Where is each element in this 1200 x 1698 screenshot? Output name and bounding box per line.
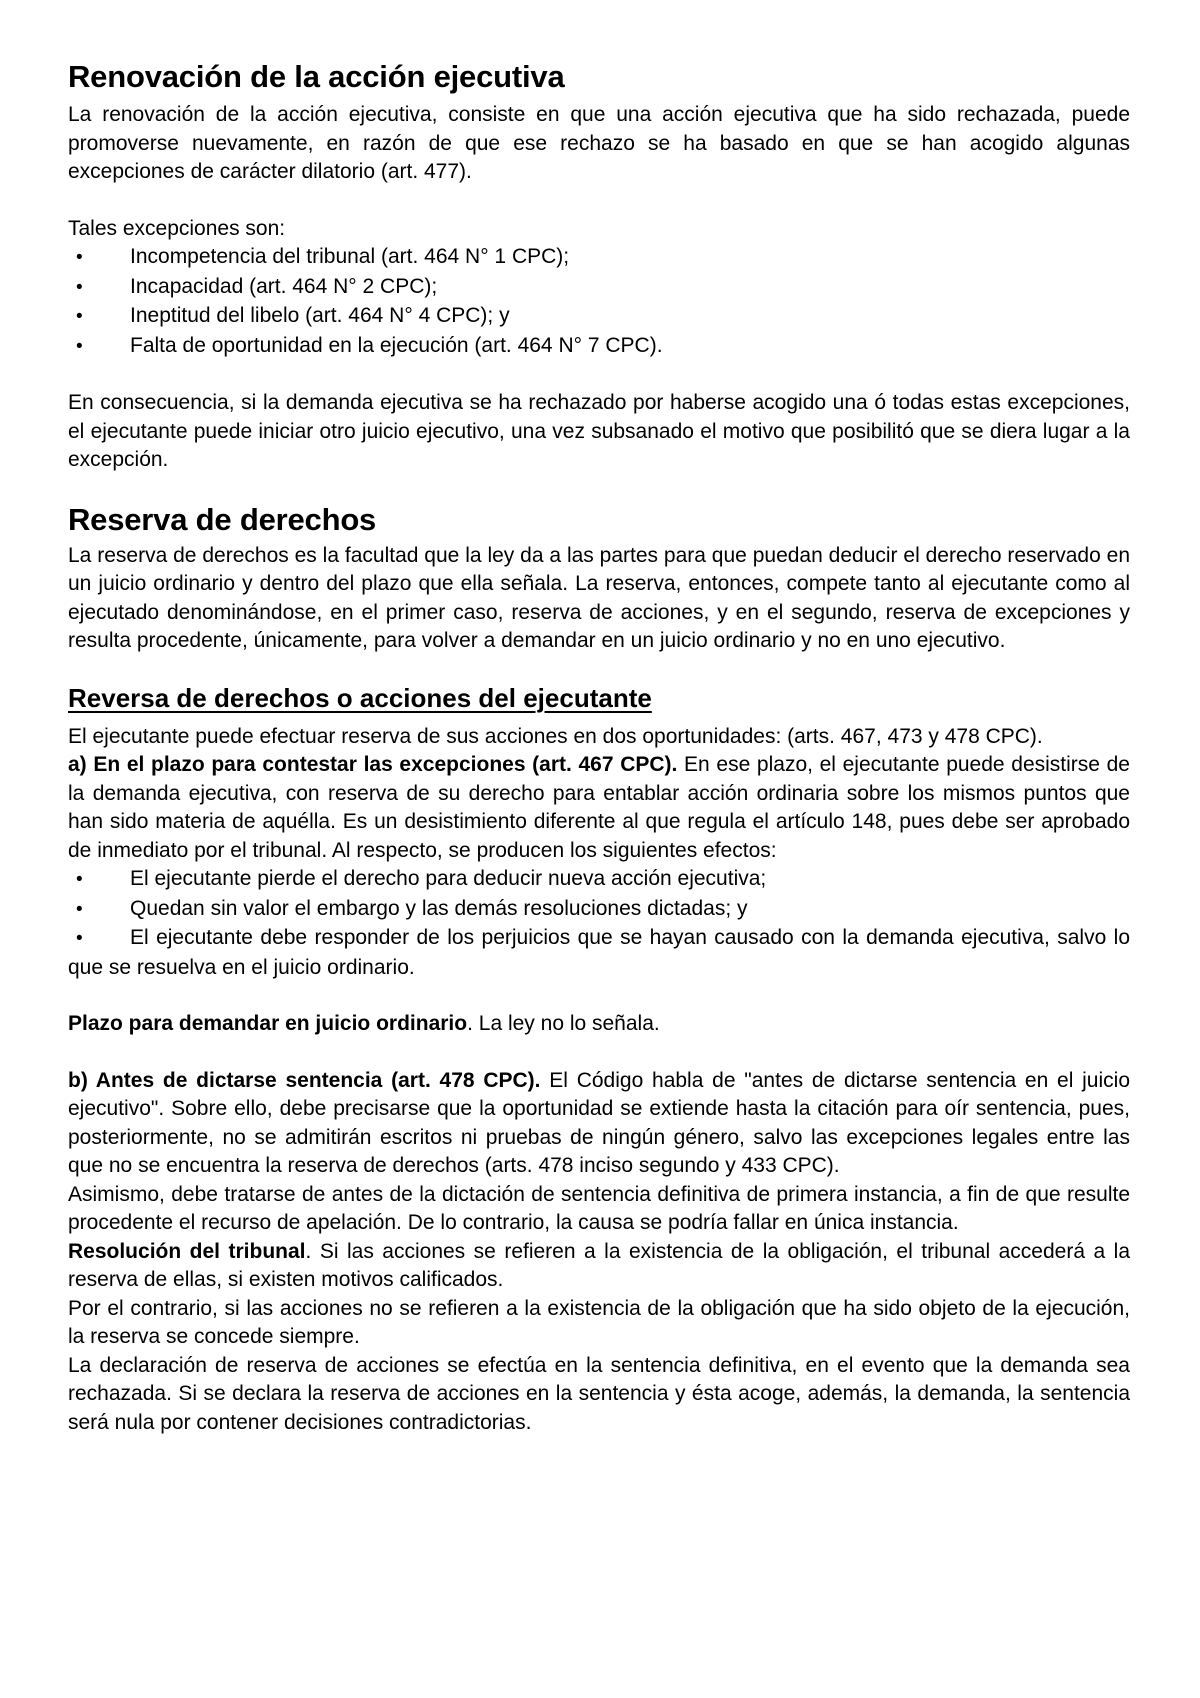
bullet-text: Quedan sin valor el embargo y las demás resoluciones dictadas; y: [130, 896, 748, 920]
bullet-icon: •: [76, 306, 83, 327]
bullet-item-pierde-derecho: [68, 865, 1130, 895]
bullet-item-quedan-sin-valor: [68, 895, 1130, 925]
subheading-reversa-derechos: Reversa de derechos o acciones del ejecutante: [68, 682, 652, 713]
heading-renovacion: Renovación de la acción ejecutiva: [68, 59, 565, 94]
para-resolucion-tribunal-lead: Resolución del tribunal: [68, 1239, 306, 1263]
bullet-item-falta-oportunidad: [68, 332, 1130, 362]
para-declaracion-reserva: La declaración de reserva de acciones se efectúa en la sentencia definitiva, en el evento que la demanda sea rechazada. Si se declara la reserva de acciones en la sentencia y ésta acoge, además, la demanda, la sentencia será nula por contener decisiones contradictorias.: [68, 1353, 1130, 1434]
para-antes-dictarse: [68, 1067, 1130, 1181]
bullet-icon: •: [76, 247, 83, 268]
para-resolucion-tribunal: [68, 1238, 1130, 1295]
bullet-icon: •: [76, 898, 83, 920]
bullet-icon: •: [76, 928, 83, 949]
bullet-text: Incapacidad (art. 464 N° 2 CPC);: [130, 274, 438, 298]
bullet-item-responder-perjuicios: [68, 924, 1130, 982]
para-antes-dictarse-lead: b) Antes de dictarse sentencia (art. 478 CPC).: [68, 1068, 541, 1092]
bullet-icon: •: [76, 335, 83, 357]
para-asimismo: Asimismo, debe tratarse de antes de la dictación de sentencia definitiva de primera instancia, a fin de que resulte procedente el recurso de apelación. De lo contrario, la causa se podría fallar en única instancia.: [68, 1182, 1130, 1234]
para-reserva-intro: La reserva de derechos es la facultad que la ley da a las partes para que puedan deducir el derecho reservado en un juicio ordinario y dentro del plazo que ella señala. La reserva, entonces, compete tanto al ejecutante como al ejecutado denominándose, en el primer caso, reserva de acciones, y en el segundo, reserva de excepciones y resulta procedente, únicamente, para volver a demandar en un juicio ordinario y no en uno ejecutivo.: [68, 543, 1130, 652]
bullet-item-incapacidad: [68, 273, 1130, 303]
para-renovacion-intro: La renovación de la acción ejecutiva, consiste en que una acción ejecutiva que ha sido rechazada, puede promoverse nuevamente, en razón de que ese rechazo se ha basado en que se han acogido algunas excepciones de carácter dilatorio (art. 477).: [68, 103, 1130, 183]
para-resolucion-tribunal-rest: . Si las acciones se refieren a la existencia de la obligación, el tribunal accederá a la reserva de ellas, si existen motivos calificados.: [68, 1239, 1130, 1291]
bullet-item-ineptitud: [68, 302, 1130, 332]
para-por-contrario: Por el contrario, si las acciones no se refieren a la existencia de la obligación que ha sido objeto de la ejecución, la reserva se concede siempre.: [68, 1296, 1130, 1348]
para-plazo-contestar: [68, 751, 1130, 865]
para-plazo-demandar: [68, 1010, 1130, 1039]
document-content: [68, 58, 1130, 1437]
bullet-text: El ejecutante pierde el derecho para deducir nueva acción ejecutiva;: [130, 867, 767, 890]
para-antes-dictarse-rest: El Código habla de "antes de dictarse sentencia en el juicio ejecutivo". Sobre ello, debe precisarse que la oportunidad se extiende hasta la citación para oír sentencia, pues, posteriormente, no se admitirán escritos ni pruebas de ningún género, salvo las excepciones legales entre las que no se encuentra la reserva de derechos (arts. 478 inciso segundo y 433 CPC).: [68, 1068, 1130, 1177]
bullet-text: Incompetencia del tribunal (art. 464 N° 1 CPC);: [130, 245, 570, 268]
bullet-text: Falta de oportunidad en la ejecución (art. 464 N° 7 CPC).: [130, 333, 663, 357]
bullet-icon: •: [76, 869, 83, 890]
bullet-item-incompetencia: [68, 243, 1130, 273]
para-plazo-contestar-rest: En ese plazo, el ejecutante puede desistirse de la demanda ejecutiva, con reserva de su derecho para entablar acción ordinaria sobre los mismos puntos que han sido materia de aquélla. Es un desistimiento diferente al que regula el artículo 148, pues debe ser aprobado de inmediato por el tribunal. Al respecto, se producen los siguientes efectos:: [68, 753, 1130, 862]
bullet-icon: •: [76, 276, 83, 298]
para-consecuencia: En consecuencia, si la demanda ejecutiva se ha rechazado por haberse acogido una ó todas estas excepciones, el ejecutante puede iniciar otro juicio ejecutivo, una vez subsanado el motivo que posibilitó que se diera lugar a la excepción.: [68, 391, 1130, 471]
heading-reserva-derechos: Reserva de derechos: [68, 501, 377, 537]
para-plazo-demandar-rest: . La ley no lo señala.: [467, 1012, 660, 1035]
para-oportunidades: El ejecutante puede efectuar reserva de sus acciones en dos oportunidades: (arts. 467, 473 y 478 CPC).: [68, 724, 1043, 748]
para-plazo-demandar-lead: Plazo para demandar en juicio ordinario: [68, 1012, 468, 1035]
para-tales-excepciones: Tales excepciones son:: [68, 216, 286, 240]
bullet-text: Ineptitud del libelo (art. 464 N° 4 CPC); y: [130, 304, 510, 327]
para-plazo-contestar-lead: a) En el plazo para contestar las excepciones (art. 467 CPC).: [68, 753, 678, 776]
bullet-text: El ejecutante debe responder de los perjuicios que se hayan causado con la demanda ejecutiva, salvo lo que se resuelva en el juicio ordinario.: [68, 926, 1130, 979]
